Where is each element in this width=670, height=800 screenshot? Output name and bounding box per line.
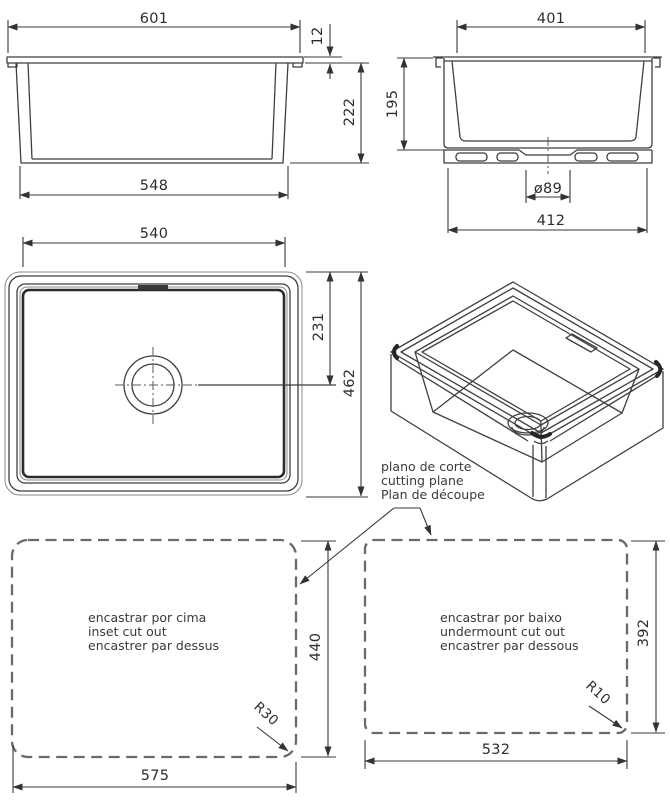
plan-view-drawing <box>5 237 368 497</box>
side-view-drawing <box>397 20 662 233</box>
cutting-plane-label-line: cutting plane <box>381 473 464 488</box>
cutting-plane-label <box>381 460 485 502</box>
dim-undermount-width: 532 <box>481 742 511 758</box>
dim-side-depth: 195 <box>385 89 401 119</box>
inset-cutout-label-line: inset cut out <box>88 624 167 639</box>
dim-side-drain-diameter: ø89 <box>533 181 563 197</box>
dim-side-width-top: 401 <box>536 11 566 27</box>
undermount-cutout-drawing <box>365 540 665 769</box>
inset-cutout-label-line: encastrer par dessus <box>88 638 220 653</box>
dim-inset-height: 440 <box>308 632 324 662</box>
undermount-cutout-label-line: undermount cut out <box>440 624 566 639</box>
inset-cutout-drawing <box>12 540 336 793</box>
dim-plan-drain-from-top: 231 <box>311 312 327 342</box>
cutting-plane-label-line: plano de corte <box>381 459 472 474</box>
dim-front-width-bottom: 548 <box>139 178 169 194</box>
undermount-cutout-label-line: encastrar por baixo <box>440 610 562 625</box>
front-view-drawing <box>7 20 369 199</box>
undermount-cutout-label <box>440 611 579 653</box>
undermount-cutout-label-line: encastrer par dessous <box>440 638 579 653</box>
dim-front-width-top: 601 <box>139 11 169 27</box>
dim-inset-width: 575 <box>140 768 170 784</box>
dim-undermount-height: 392 <box>636 618 652 648</box>
dim-side-width-bottom: 412 <box>536 213 566 229</box>
dim-front-rim-height: 12 <box>310 26 326 46</box>
dim-inset-corner-radius: R30 <box>250 698 282 730</box>
dim-plan-bowl-width: 540 <box>139 226 169 242</box>
dim-front-height: 222 <box>342 97 358 127</box>
dim-undermount-corner-radius: R10 <box>582 677 614 709</box>
dim-plan-overall-depth: 462 <box>342 368 358 398</box>
inset-cutout-label <box>88 611 219 653</box>
inset-cutout-label-line: encastrar por cima <box>88 610 207 625</box>
cutting-plane-label-line: Plan de découpe <box>381 487 485 502</box>
